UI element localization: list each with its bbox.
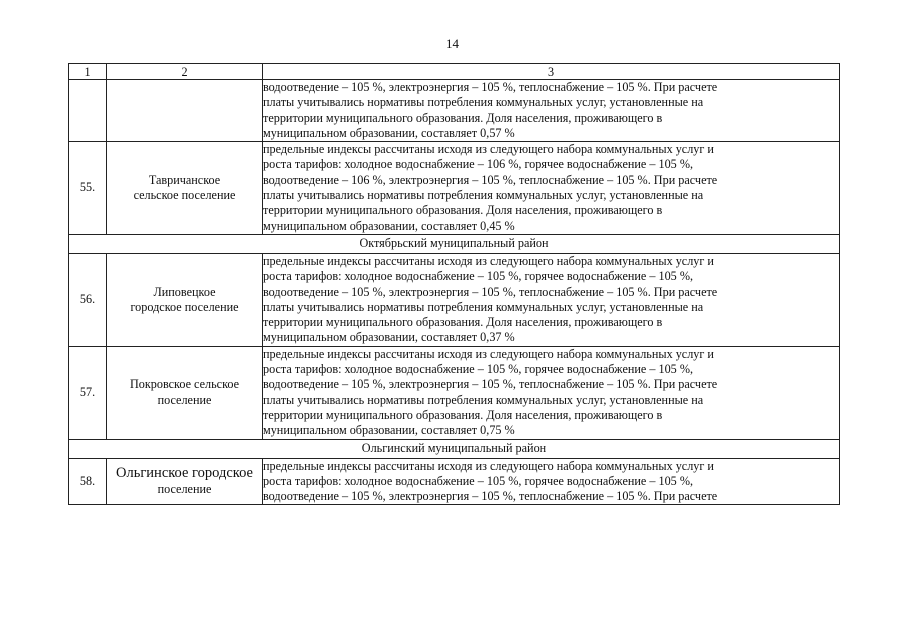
description-line: предельные индексы рассчитаны исходя из следующего набора коммунальных услуг и <box>263 346 714 361</box>
settlement-name <box>107 80 263 142</box>
description-line: муниципальном образовании, составляет 0,75 % <box>263 423 515 438</box>
table-row <box>69 142 840 235</box>
description-line: платы учитывались нормативы потребления коммунальных услуг, установленные на <box>263 392 704 407</box>
description-line: территории муниципального образования. Доля населения, проживающего в <box>263 315 663 330</box>
settlement-name <box>107 346 263 439</box>
row-number: 56. <box>69 253 107 346</box>
table-row <box>69 253 840 346</box>
row-description <box>263 253 840 346</box>
header-col-1: 1 <box>69 64 107 80</box>
description-line: водоотведение – 105 %, электроэнергия – 105 %, теплоснабжение – 105 %. При расчете <box>263 377 718 392</box>
page-number: 14 <box>446 36 459 51</box>
row-description <box>263 346 840 439</box>
header-col-3: 3 <box>263 64 840 80</box>
table-row <box>69 346 840 439</box>
description-line: платы учитывались нормативы потребления коммунальных услуг, установленные на <box>263 95 704 110</box>
row-number: 55. <box>69 142 107 235</box>
settlement-name-line: поселение <box>157 392 212 407</box>
description-line: территории муниципального образования. Доля населения, проживающего в <box>263 110 663 125</box>
region-row <box>69 234 840 253</box>
row-description <box>263 458 840 505</box>
description-line: роста тарифов: холодное водоснабжение – 105 %, горячее водоснабжение – 105 %, <box>263 269 694 284</box>
description-line: водоотведение – 105 %, электроэнергия – 105 %, теплоснабжение – 105 %. При расчете <box>263 489 718 504</box>
row-number: 57. <box>69 346 107 439</box>
settlement-name <box>107 142 263 235</box>
settlement-name-line: Покровское сельское <box>129 377 240 392</box>
region-title: Ольгинский муниципальный район <box>69 439 840 458</box>
row-description <box>263 80 840 142</box>
table-row <box>69 80 840 142</box>
settlement-name-line: поселение <box>157 482 212 497</box>
settlement-name-line: Тавричанское <box>148 172 221 187</box>
settlement-name-line: Липовецкое <box>153 284 216 299</box>
description-line: предельные индексы рассчитаны исходя из следующего набора коммунальных услуг и <box>263 142 714 157</box>
description-line: платы учитывались нормативы потребления коммунальных услуг, установленные на <box>263 188 704 203</box>
description-line: роста тарифов: холодное водоснабжение – 105 %, горячее водоснабжение – 105 %, <box>263 362 694 377</box>
region-title: Октябрьский муниципальный район <box>69 234 840 253</box>
description-line: территории муниципального образования. Доля населения, проживающего в <box>263 203 663 218</box>
description-line: муниципальном образовании, составляет 0,37 % <box>263 330 515 345</box>
settlement-name <box>107 458 263 505</box>
region-row <box>69 439 840 458</box>
description-line: водоотведение – 105 %, электроэнергия – 105 %, теплоснабжение – 105 %. При расчете <box>263 284 718 299</box>
row-number: 58. <box>69 458 107 505</box>
description-line: водоотведение – 105 %, электроэнергия – 105 %, теплоснабжение – 105 %. При расчете <box>263 80 718 94</box>
description-line: роста тарифов: холодное водоснабжение – 106 %, горячее водоснабжение – 105 %, <box>263 157 694 172</box>
settlement-name-line: сельское поселение <box>133 188 236 203</box>
description-line: роста тарифов: холодное водоснабжение – 105 %, горячее водоснабжение – 105 %, <box>263 473 694 488</box>
description-line: муниципальном образовании, составляет 0,57 % <box>263 125 515 140</box>
header-col-2: 2 <box>107 64 263 80</box>
settlement-name-line: городское поселение <box>130 299 239 314</box>
description-line: платы учитывались нормативы потребления коммунальных услуг, установленные на <box>263 299 704 314</box>
settlement-name <box>107 253 263 346</box>
row-description <box>263 142 840 235</box>
tariff-table <box>68 63 840 505</box>
row-number <box>69 80 107 142</box>
description-line: предельные индексы рассчитаны исходя из следующего набора коммунальных услуг и <box>263 253 714 268</box>
table-header-row <box>69 64 840 80</box>
description-line: водоотведение – 106 %, электроэнергия – 105 %, теплоснабжение – 105 %. При расчете <box>263 172 718 187</box>
settlement-name-line: Ольгинское городское <box>116 465 253 482</box>
description-line: предельные индексы рассчитаны исходя из следующего набора коммунальных услуг и <box>263 458 714 473</box>
description-line: территории муниципального образования. Доля населения, проживающего в <box>263 407 663 422</box>
table-row <box>69 458 840 505</box>
description-line: муниципальном образовании, составляет 0,45 % <box>263 218 515 233</box>
